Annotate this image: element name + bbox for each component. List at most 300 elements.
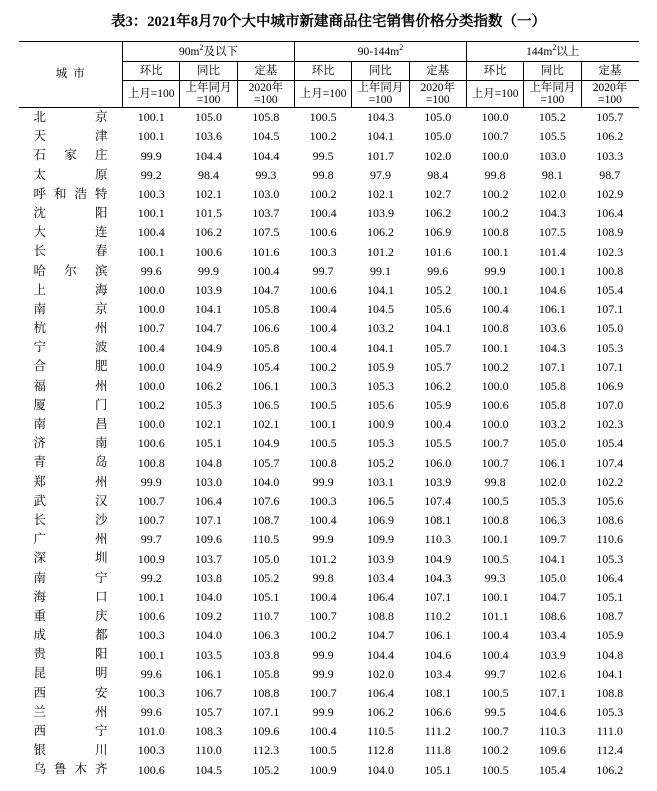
header-sub-yoy-1: 同比 xyxy=(180,62,237,81)
row-value: 106.2 xyxy=(195,378,222,393)
row-value: 108.1 xyxy=(424,685,452,700)
table-row xyxy=(19,166,639,185)
header-base-mom-1-l1: 上月=100 xyxy=(127,87,175,100)
row-value: 105.3 xyxy=(366,378,394,393)
row-value: 99.5 xyxy=(312,148,334,163)
row-value: 105.8 xyxy=(252,340,280,355)
row-value: 105.2 xyxy=(538,110,566,125)
row-value: 111.2 xyxy=(424,724,451,739)
header-base-yoy-1 xyxy=(180,81,237,108)
row-value: 106.4 xyxy=(366,589,394,604)
row-value: 98.4 xyxy=(427,167,449,182)
row-value: 99.9 xyxy=(312,666,334,681)
table-row xyxy=(19,357,639,376)
table-header-groups xyxy=(19,42,639,62)
row-value: 107.5 xyxy=(538,225,566,240)
header-base-fixed-3 xyxy=(581,81,638,108)
row-value: 104.7 xyxy=(195,321,222,336)
row-value: 100.7 xyxy=(137,494,165,509)
row-value: 105.2 xyxy=(424,282,452,297)
row-value: 104.6 xyxy=(538,705,566,720)
row-value: 100.5 xyxy=(481,551,509,566)
row-value: 107.1 xyxy=(424,589,452,604)
header-base-fixed-1-l2: =100 xyxy=(253,94,278,106)
row-value: 103.0 xyxy=(195,474,222,489)
row-value: 100.4 xyxy=(309,302,337,317)
row-city-label: 海口 xyxy=(33,589,108,604)
header-base-mom-3 xyxy=(466,81,523,108)
row-value: 105.2 xyxy=(252,570,280,585)
table-row xyxy=(19,760,639,779)
row-value: 100.5 xyxy=(309,436,337,451)
row-city xyxy=(19,453,123,472)
row-value: 98.7 xyxy=(599,167,621,182)
table-row xyxy=(19,530,639,549)
row-value: 105.7 xyxy=(424,359,452,374)
row-value: 100.1 xyxy=(137,129,165,144)
row-value: 110.3 xyxy=(539,724,566,739)
row-value: 99.9 xyxy=(312,647,334,662)
row-value: 100.4 xyxy=(309,724,337,739)
row-value: 100.8 xyxy=(481,321,509,336)
row-city-label: 福州 xyxy=(33,378,108,393)
row-value: 99.9 xyxy=(312,705,334,720)
row-city-label: 西宁 xyxy=(33,724,108,739)
row-value: 100.0 xyxy=(481,417,509,432)
header-base-yoy-3-l2: =100 xyxy=(540,94,565,106)
row-value: 100.4 xyxy=(309,206,337,221)
header-group-large-text: $144m^2$以上 xyxy=(526,43,580,59)
table-row xyxy=(19,588,639,607)
row-value: 103.7 xyxy=(195,551,222,566)
row-value: 99.2 xyxy=(140,570,162,585)
row-value: 100.5 xyxy=(481,762,509,777)
row-value: 100.7 xyxy=(137,321,165,336)
row-city-label: 武汉 xyxy=(33,493,108,508)
row-value: 105.7 xyxy=(252,455,280,470)
row-value: 101.5 xyxy=(195,206,222,221)
row-value: 100.2 xyxy=(481,187,509,202)
row-value: 103.2 xyxy=(366,321,394,336)
row-city xyxy=(19,146,123,165)
row-city xyxy=(19,185,123,204)
row-value: 99.8 xyxy=(312,167,334,182)
row-city xyxy=(19,242,123,261)
row-city xyxy=(19,319,123,338)
row-value: 103.0 xyxy=(252,187,280,202)
table-row xyxy=(19,204,639,223)
row-value: 105.9 xyxy=(596,628,624,643)
row-value: 99.1 xyxy=(369,263,391,278)
row-value: 106.1 xyxy=(424,628,452,643)
row-value: 100.9 xyxy=(309,762,337,777)
header-sub-fixed-2: 定基 xyxy=(409,62,466,81)
row-value: 105.0 xyxy=(252,551,280,566)
row-value: 106.2 xyxy=(596,129,624,144)
row-city-label: 太原 xyxy=(33,167,108,182)
row-value: 99.9 xyxy=(312,532,334,547)
row-value: 105.3 xyxy=(366,436,394,451)
row-city xyxy=(19,569,123,588)
header-base-fixed-2 xyxy=(409,81,466,108)
row-city-label: 合肥 xyxy=(33,359,108,374)
row-value: 106.2 xyxy=(424,206,452,221)
header-base-mom-1 xyxy=(123,81,180,108)
row-city xyxy=(19,473,123,492)
row-value: 110.5 xyxy=(367,724,394,739)
row-value: 110.6 xyxy=(596,532,624,547)
row-city-label: 石家庄 xyxy=(33,148,108,163)
header-base-yoy-1-l1: 上年同月 xyxy=(185,81,232,94)
row-value: 110.7 xyxy=(252,609,280,624)
row-value: 100.7 xyxy=(481,436,509,451)
row-value: 100.4 xyxy=(252,263,280,278)
row-city-label: 银川 xyxy=(33,743,108,758)
row-value: 101.6 xyxy=(252,244,280,259)
row-value: 103.7 xyxy=(252,206,280,221)
row-city-label: 大连 xyxy=(33,225,108,240)
row-value: 100.7 xyxy=(137,513,165,528)
table-row xyxy=(19,607,639,626)
table-row xyxy=(19,569,639,588)
row-value: 108.7 xyxy=(596,609,624,624)
row-city-label: 济南 xyxy=(33,436,108,451)
table-row xyxy=(19,377,639,396)
row-value: 100.0 xyxy=(137,302,165,317)
row-value: 100.0 xyxy=(481,110,509,125)
row-value: 102.9 xyxy=(596,187,624,202)
row-value: 105.9 xyxy=(424,398,452,413)
table-row xyxy=(19,185,639,204)
row-value: 104.4 xyxy=(195,148,222,163)
row-value: 100.0 xyxy=(137,359,165,374)
row-value: 105.0 xyxy=(596,321,624,336)
row-value: 100.1 xyxy=(137,647,165,662)
row-value: 104.4 xyxy=(366,647,394,662)
row-value: 100.1 xyxy=(481,282,509,297)
row-value: 106.9 xyxy=(596,378,624,393)
row-value: 106.1 xyxy=(538,455,566,470)
row-value: 108.8 xyxy=(366,609,394,624)
row-value: 99.8 xyxy=(484,474,506,489)
row-city-label: 厦门 xyxy=(33,397,108,412)
table-row xyxy=(19,453,639,472)
row-value: 103.8 xyxy=(252,647,280,662)
row-value: 102.0 xyxy=(538,474,566,489)
row-value: 103.1 xyxy=(366,474,394,489)
row-value: 101.0 xyxy=(137,724,165,739)
row-value: 107.4 xyxy=(424,494,452,509)
row-value: 104.3 xyxy=(538,340,566,355)
row-value: 104.8 xyxy=(195,455,222,470)
row-value: 104.8 xyxy=(596,647,624,662)
table-row xyxy=(19,281,639,300)
row-value: 104.6 xyxy=(424,647,452,662)
table-row xyxy=(19,741,639,760)
row-value: 100.1 xyxy=(538,263,566,278)
row-value: 108.8 xyxy=(252,685,280,700)
row-city xyxy=(19,262,123,281)
row-value: 108.6 xyxy=(596,513,624,528)
row-value: 103.9 xyxy=(195,282,222,297)
row-value: 100.6 xyxy=(137,609,165,624)
row-value: 102.2 xyxy=(596,474,624,489)
row-value: 100.5 xyxy=(481,494,509,509)
row-value: 106.7 xyxy=(195,685,222,700)
row-value: 101.2 xyxy=(366,244,394,259)
header-base-yoy-3-l1: 上年同月 xyxy=(529,81,576,94)
row-value: 107.6 xyxy=(252,494,280,509)
row-value: 100.9 xyxy=(366,417,394,432)
row-value: 110.0 xyxy=(195,743,222,758)
row-city-label: 南宁 xyxy=(33,570,108,585)
row-value: 100.2 xyxy=(309,129,337,144)
row-value: 99.7 xyxy=(140,532,162,547)
table-row xyxy=(19,664,639,683)
row-value: 104.9 xyxy=(252,436,280,451)
row-city xyxy=(19,204,123,223)
row-value: 106.4 xyxy=(366,685,394,700)
row-value: 105.3 xyxy=(596,551,624,566)
row-city xyxy=(19,396,123,415)
row-value: 105.5 xyxy=(424,436,452,451)
header-sub-fixed-1: 定基 xyxy=(237,62,294,81)
row-value: 99.3 xyxy=(255,167,277,182)
row-value: 100.7 xyxy=(309,685,337,700)
header-base-fixed-2-l2: =100 xyxy=(425,94,450,106)
row-value: 103.4 xyxy=(366,570,394,585)
row-value: 100.4 xyxy=(309,321,337,336)
row-value: 104.6 xyxy=(538,282,566,297)
row-value: 100.5 xyxy=(309,398,337,413)
row-city-label: 北京 xyxy=(33,110,108,125)
row-value: 100.6 xyxy=(195,244,222,259)
row-city-label: 哈尔滨 xyxy=(33,263,108,278)
row-value: 100.4 xyxy=(309,340,337,355)
row-value: 100.1 xyxy=(481,244,509,259)
row-value: 100.2 xyxy=(309,187,337,202)
row-value: 100.0 xyxy=(137,378,165,393)
row-value: 99.3 xyxy=(484,570,506,585)
row-city xyxy=(19,626,123,645)
row-value: 105.5 xyxy=(538,129,566,144)
row-value: 100.1 xyxy=(137,589,165,604)
row-value: 106.1 xyxy=(538,302,566,317)
row-city-label: 南京 xyxy=(33,301,108,316)
row-value: 105.4 xyxy=(252,359,280,374)
row-value: 108.3 xyxy=(195,724,222,739)
header-base-fixed-1 xyxy=(237,81,294,108)
row-value: 100.7 xyxy=(481,724,509,739)
row-value: 105.0 xyxy=(195,110,222,125)
row-value: 105.6 xyxy=(424,302,452,317)
row-value: 107.1 xyxy=(252,705,280,720)
row-city-label: 上海 xyxy=(33,282,108,297)
row-value: 98.4 xyxy=(198,167,219,182)
row-value: 109.2 xyxy=(195,609,222,624)
row-value: 106.2 xyxy=(366,225,394,240)
row-city xyxy=(19,760,123,779)
row-value: 102.1 xyxy=(195,187,222,202)
row-value: 105.1 xyxy=(424,762,452,777)
row-value: 105.8 xyxy=(538,378,566,393)
row-value: 103.9 xyxy=(366,551,394,566)
row-value: 105.1 xyxy=(596,589,624,604)
header-sub-mom-1: 环比 xyxy=(123,62,180,81)
row-value: 105.0 xyxy=(538,570,566,585)
row-value: 99.9 xyxy=(484,263,506,278)
row-value: 107.1 xyxy=(538,685,566,700)
row-city-label: 长沙 xyxy=(33,512,108,527)
row-value: 100.7 xyxy=(309,609,337,624)
row-value: 106.6 xyxy=(252,321,280,336)
row-value: 106.1 xyxy=(195,666,222,681)
row-value: 104.5 xyxy=(366,302,394,317)
row-value: 100.3 xyxy=(137,743,165,758)
row-value: 100.0 xyxy=(137,417,165,432)
row-value: 100.3 xyxy=(137,685,165,700)
row-value: 100.6 xyxy=(309,225,337,240)
row-city xyxy=(19,108,123,128)
row-city xyxy=(19,338,123,357)
row-value: 104.1 xyxy=(366,340,394,355)
row-value: 104.1 xyxy=(424,321,452,336)
row-value: 100.8 xyxy=(481,513,509,528)
row-value: 104.0 xyxy=(195,628,222,643)
row-value: 110.2 xyxy=(424,609,452,624)
table-row xyxy=(19,626,639,645)
table-row xyxy=(19,108,639,128)
table-row xyxy=(19,473,639,492)
header-sub-yoy-2: 同比 xyxy=(352,62,409,81)
row-value: 105.3 xyxy=(538,494,566,509)
row-value: 110.5 xyxy=(252,532,280,547)
row-value: 107.5 xyxy=(252,225,280,240)
row-value: 103.6 xyxy=(195,129,222,144)
header-base-fixed-3-l2: =100 xyxy=(598,94,622,106)
row-city xyxy=(19,549,123,568)
row-value: 107.4 xyxy=(596,455,624,470)
header-base-fixed-1-l1: 2020年 xyxy=(248,81,284,94)
row-value: 100.1 xyxy=(481,340,509,355)
table-row xyxy=(19,242,639,261)
row-value: 100.5 xyxy=(309,743,337,758)
header-group-mid-text: $90-144m^2$ xyxy=(357,43,404,59)
row-city xyxy=(19,607,123,626)
row-value: 105.2 xyxy=(252,762,280,777)
row-city xyxy=(19,492,123,511)
row-value: 100.8 xyxy=(596,263,624,278)
table-body xyxy=(19,108,639,780)
row-city-label: 广州 xyxy=(33,532,108,547)
row-value: 106.5 xyxy=(366,494,394,509)
row-value: 102.0 xyxy=(366,666,394,681)
row-value: 100.1 xyxy=(481,532,509,547)
row-value: 105.0 xyxy=(424,110,452,125)
row-value: 109.6 xyxy=(252,724,280,739)
row-value: 99.7 xyxy=(484,666,506,681)
row-value: 101.7 xyxy=(366,148,394,163)
row-value: 105.7 xyxy=(195,705,222,720)
header-base-yoy-3 xyxy=(524,81,581,108)
row-value: 100.6 xyxy=(137,436,165,451)
row-value: 104.3 xyxy=(424,570,452,585)
row-value: 109.6 xyxy=(195,532,222,547)
row-value: 98.1 xyxy=(541,167,563,182)
row-value: 108.7 xyxy=(252,513,280,528)
header-group-mid xyxy=(294,42,466,62)
row-value: 100.8 xyxy=(309,455,337,470)
row-value: 103.3 xyxy=(596,148,624,163)
row-city xyxy=(19,530,123,549)
header-group-large xyxy=(466,42,638,62)
row-value: 112.3 xyxy=(252,743,280,758)
row-value: 105.4 xyxy=(538,762,566,777)
row-city-label: 南昌 xyxy=(33,417,108,432)
row-value: 110.3 xyxy=(424,532,452,547)
row-value: 106.2 xyxy=(424,378,452,393)
row-city-label: 重庆 xyxy=(33,608,108,623)
row-city-label: 郑州 xyxy=(33,474,108,489)
row-value: 105.3 xyxy=(596,340,624,355)
row-value: 106.2 xyxy=(596,762,624,777)
table-row xyxy=(19,319,639,338)
row-value: 105.7 xyxy=(596,110,624,125)
header-base-fixed-2-l1: 2020年 xyxy=(420,81,456,94)
row-value: 100.7 xyxy=(481,129,509,144)
row-value: 104.5 xyxy=(195,762,222,777)
row-value: 100.5 xyxy=(309,110,337,125)
row-value: 100.0 xyxy=(481,378,509,393)
row-value: 104.9 xyxy=(195,359,222,374)
row-value: 99.9 xyxy=(140,474,162,489)
row-city xyxy=(19,434,123,453)
row-city xyxy=(19,166,123,185)
row-value: 100.4 xyxy=(481,647,509,662)
table-row xyxy=(19,434,639,453)
row-city xyxy=(19,645,123,664)
header-city: 城市 xyxy=(19,42,123,108)
table-row xyxy=(19,127,639,146)
row-value: 100.3 xyxy=(137,187,165,202)
row-value: 103.2 xyxy=(538,417,566,432)
row-value: 106.9 xyxy=(366,513,394,528)
row-city xyxy=(19,664,123,683)
row-value: 100.2 xyxy=(481,359,509,374)
table-row xyxy=(19,396,639,415)
row-value: 99.6 xyxy=(140,705,162,720)
row-city xyxy=(19,357,123,376)
header-base-mom-2 xyxy=(294,81,351,108)
row-value: 104.5 xyxy=(252,129,280,144)
row-value: 100.0 xyxy=(137,282,165,297)
row-city xyxy=(19,300,123,319)
row-value: 105.8 xyxy=(252,110,280,125)
header-base-yoy-2-l2: =100 xyxy=(368,94,393,106)
table-row xyxy=(19,146,639,165)
row-value: 103.9 xyxy=(424,474,452,489)
row-value: 106.2 xyxy=(366,705,394,720)
row-value: 104.1 xyxy=(538,551,566,566)
row-value: 100.8 xyxy=(137,455,165,470)
row-value: 104.0 xyxy=(195,589,222,604)
row-value: 106.0 xyxy=(424,455,452,470)
header-base-mom-2-l1: 上月=100 xyxy=(299,87,347,100)
header-base-yoy-2-l1: 上年同月 xyxy=(357,81,404,94)
row-city-label: 昆明 xyxy=(33,666,108,681)
row-city xyxy=(19,281,123,300)
row-value: 99.9 xyxy=(312,474,334,489)
